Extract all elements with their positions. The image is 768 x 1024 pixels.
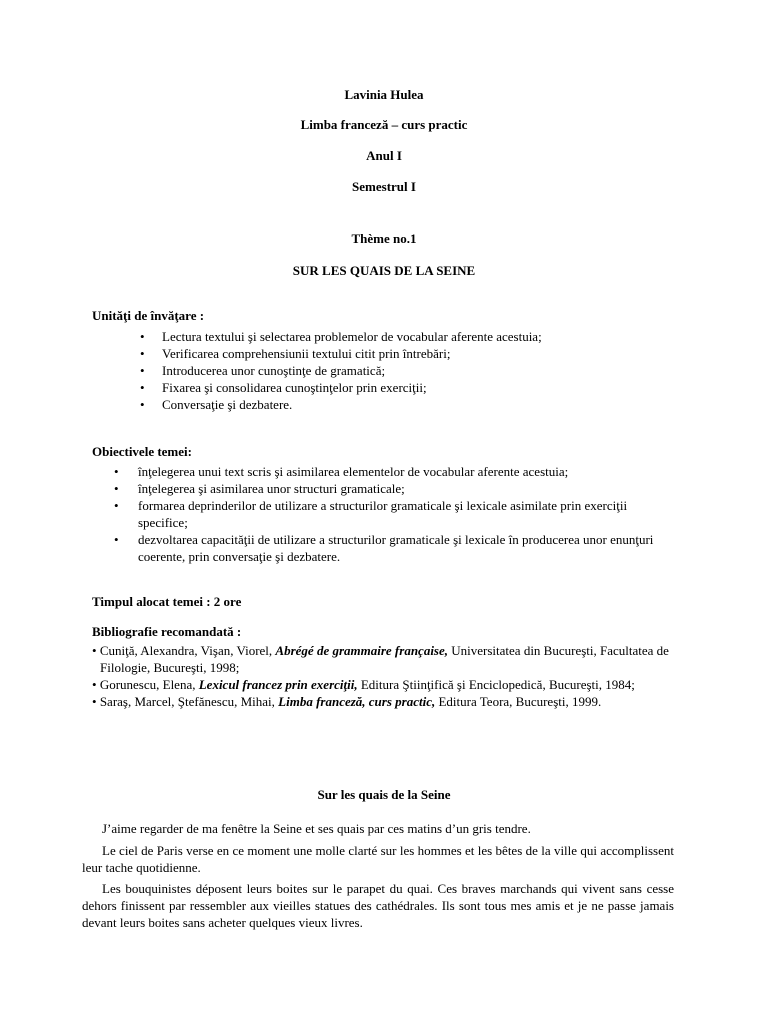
list-item: • Verificarea comprehensiunii textului citit prin întrebări; bbox=[140, 346, 451, 361]
bullet-icon: • bbox=[114, 498, 119, 513]
author-name: Lavinia Hulea bbox=[344, 87, 424, 102]
course-title: Limba franceză – curs practic bbox=[300, 117, 468, 132]
objectives-list bbox=[114, 463, 658, 565]
bullet-icon: • bbox=[114, 481, 119, 496]
bullet-icon: • bbox=[140, 329, 145, 344]
objectives-heading: Obiectivele temei: bbox=[92, 444, 192, 459]
list-item: • Saraş, Marcel, Ştefănescu, Mihai, Limba franceză, curs practic, Editura Teora, Bucureşti, 1999. bbox=[92, 694, 602, 709]
paragraph: Les bouquinistes déposent leurs boites sur le parapet du quai. Ces braves marchands qui vivent sans cesse dehors finissent par ressembler aux vieilles statues des cathédrales. Ils sont tous mes amis et je ne passe jamais devant leurs boites sans acheter quelques vieux livres. bbox=[82, 881, 674, 930]
paragraph: Le ciel de Paris verse en ce moment une molle clarté sur les hommes et les bêtes de la ville qui accomplissent leur tache quotidienne. bbox=[82, 843, 674, 875]
list-item: • înţelegerea unui text scris şi asimilarea elementelor de vocabular aferente acestuia; bbox=[114, 464, 569, 479]
units-heading: Unităţi de învăţare : bbox=[92, 308, 205, 323]
list-item: • Lectura textului şi selectarea problemelor de vocabular aferente acestuia; bbox=[140, 329, 542, 344]
bullet-icon: • bbox=[140, 397, 145, 412]
units-list bbox=[142, 328, 542, 413]
time-allocated: Timpul alocat temei : 2 ore bbox=[92, 594, 242, 609]
bullet-icon: • bbox=[114, 464, 119, 479]
list-item: • Fixarea şi consolidarea cunoştinţelor prin exerciţii; bbox=[140, 380, 427, 395]
list-item: • formarea deprinderilor de utilizare a structurilor gramaticale şi lexicale asimilate prin exerciţii specifice; bbox=[114, 498, 628, 530]
bullet-icon: • bbox=[140, 380, 145, 395]
bibliography-heading: Bibliografie recomandată : bbox=[92, 624, 242, 639]
study-year: Anul I bbox=[366, 148, 402, 163]
bullet-icon: • bbox=[114, 532, 119, 547]
list-item: • Introducerea unor cunoştinţe de gramatică; bbox=[140, 363, 386, 378]
bullet-icon: • bbox=[140, 363, 145, 378]
bullet-icon: • bbox=[140, 346, 145, 361]
theme-number: Thème no.1 bbox=[351, 231, 417, 246]
theme-title: SUR LES QUAIS DE LA SEINE bbox=[292, 263, 476, 278]
paragraph: J’aime regarder de ma fenêtre la Seine et ses quais par ces matins d’un gris tendre. bbox=[102, 821, 531, 836]
bibliography-list bbox=[92, 642, 672, 710]
semester: Semestrul I bbox=[352, 179, 416, 194]
text-title: Sur les quais de la Seine bbox=[317, 787, 451, 802]
list-item: • Cuniţă, Alexandra, Vişan, Viorel, Abrégé de grammaire française, Universitatea din Bucureşti, Facultatea de Filologie, Bucureşti, 1998; bbox=[92, 643, 669, 675]
list-item: • Conversaţie şi dezbatere. bbox=[140, 397, 293, 412]
list-item: • înţelegerea şi asimilarea unor structuri gramaticale; bbox=[114, 481, 405, 496]
list-item: • Gorunescu, Elena, Lexicul francez prin exerciţii, Editura Ştiinţifică şi Enciclopedică, Bucureşti, 1984; bbox=[92, 677, 635, 692]
list-item: • dezvoltarea capacităţii de utilizare a structurilor gramaticale şi lexicale în producerea unor enunţuri coerente, prin conversaţie şi dezbatere. bbox=[114, 532, 654, 564]
